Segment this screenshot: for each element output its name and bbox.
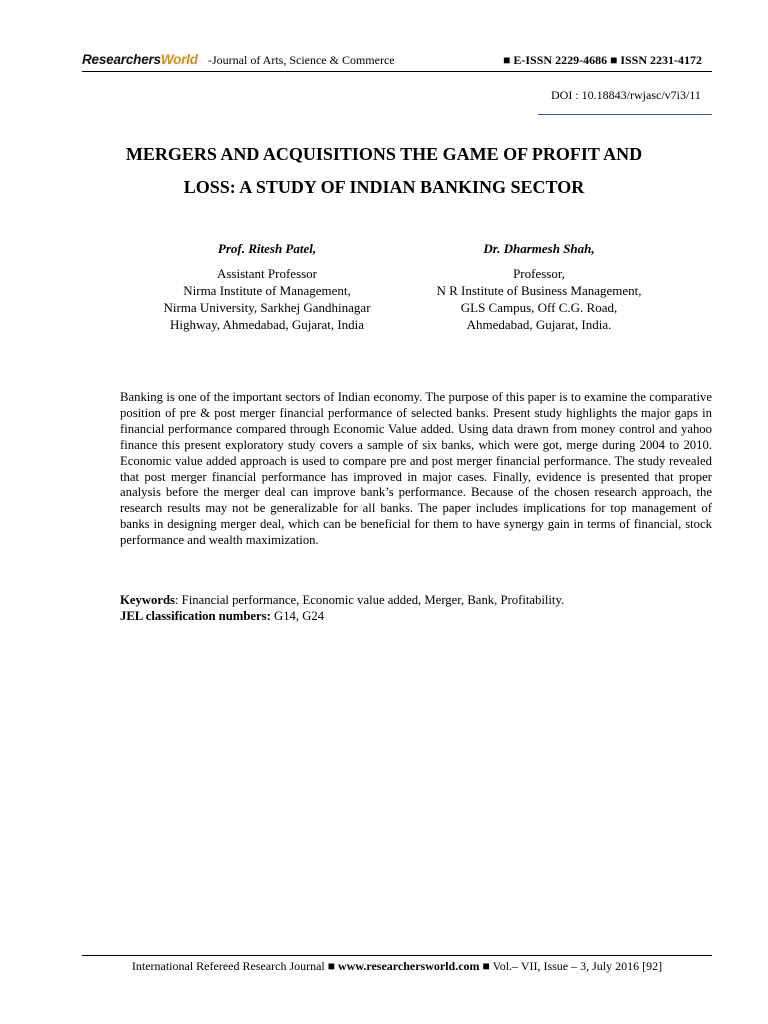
footer-journal: International Refereed Research Journal ■ bbox=[131, 959, 339, 973]
author-name: Prof. Ritesh Patel, bbox=[217, 241, 317, 256]
issn-text: ■ E-ISSN 2229-4686 ■ ISSN 2231-4172 bbox=[503, 53, 702, 67]
footer-rule bbox=[82, 955, 712, 956]
header-rule bbox=[82, 71, 712, 72]
keywords-label: Keywords bbox=[120, 593, 175, 607]
author-affiliation-line: N R Institute of Business Management, bbox=[436, 283, 642, 298]
author-affiliation-line: Professor, bbox=[513, 266, 565, 281]
paper-title: MERGERS AND ACQUISITIONS THE GAME OF PROFIT AND LOSS: A STUDY OF INDIAN BANKING SECTOR bbox=[125, 144, 643, 197]
page-footer bbox=[82, 959, 712, 974]
author-affiliation-line: Assistant Professor bbox=[216, 266, 318, 281]
keywords-text: : Financial performance, Economic value added, Merger, Bank, Profitability. bbox=[174, 593, 565, 607]
author-affiliation-line: Highway, Ahmedabad, Gujarat, India bbox=[169, 317, 365, 332]
footer-website-link[interactable]: www.researchersworld.com bbox=[338, 959, 480, 973]
journal-logo bbox=[82, 52, 198, 67]
author-block-2 bbox=[394, 240, 684, 333]
jel-line bbox=[120, 608, 712, 624]
author-affiliation-line: Ahmedabad, Gujarat, India. bbox=[466, 317, 612, 332]
logo-text-researchers: Researchers bbox=[82, 52, 161, 67]
footer-issue: ■ Vol.– VII, Issue – 3, July 2016 [92] bbox=[479, 959, 663, 973]
page-header bbox=[82, 52, 712, 72]
keywords-line bbox=[120, 592, 712, 608]
doi-text[interactable]: DOI : 10.18843/rwjasc/v7i3/11 bbox=[551, 88, 701, 102]
author-name: Dr. Dharmesh Shah, bbox=[483, 241, 595, 256]
author-affiliation-line: Nirma Institute of Management, bbox=[183, 283, 351, 298]
abstract-text: Banking is one of the important sectors of Indian economy. The purpose of this paper is to examine the comparative position of pre & post merger financial performance of selected banks. Present study highlights the major gaps in financial performance compared through Economic Value added. Using data drawn from money control and yahoo finance this present exploratory study covers a sample of six banks, which were got, merge during 2004 to 2010. Economic value added approach is used to compare pre and post merger financial performance. The study revealed that post merger financial performance has improved in major cases. Finally, evidence is presented that proper analysis before the merger deal can improve bank’s performance. Because of the chosen research approach, the research results may not be generalizable for all banks. The paper includes implications for top management of banks in designing merger deal, which can be beneficial for them to have synergy gain in terms of financial, stock performance and wealth maximization. bbox=[120, 390, 712, 548]
doi-underline bbox=[538, 114, 712, 115]
author-affiliation-line: GLS Campus, Off C.G. Road, bbox=[460, 300, 618, 315]
author-affiliation-line: Nirma University, Sarkhej Gandhinagar bbox=[163, 300, 371, 315]
jel-text: G14, G24 bbox=[270, 609, 325, 623]
jel-label: JEL classification numbers: bbox=[120, 609, 271, 623]
author-block-1 bbox=[122, 240, 412, 333]
journal-name: -Journal of Arts, Science & Commerce bbox=[208, 53, 395, 67]
logo-text-world: World bbox=[160, 52, 198, 67]
keywords-section bbox=[120, 592, 712, 624]
